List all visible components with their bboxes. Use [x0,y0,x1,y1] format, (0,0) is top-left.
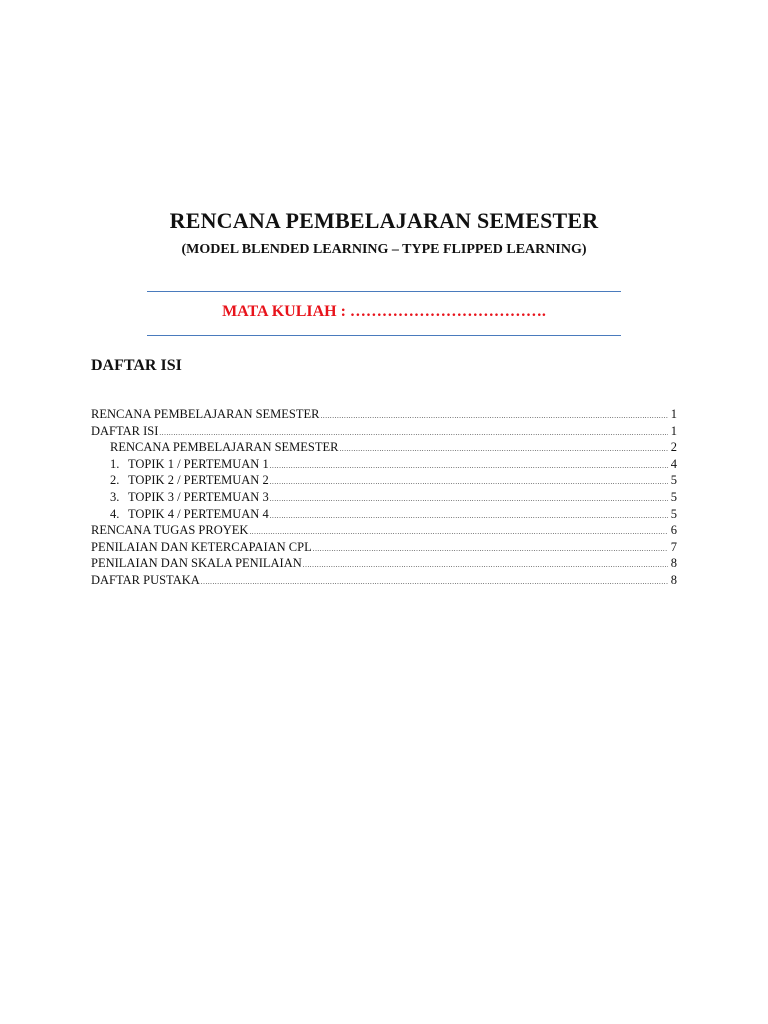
toc-entry-label: TOPIK 2 / PERTEMUAN 2 [128,473,269,488]
toc-entry-label: RENCANA PEMBELAJARAN SEMESTER [91,407,320,421]
toc-entry-label: PENILAIAN DAN SKALA PENILAIAN [91,556,302,571]
toc-entry[interactable] [91,423,677,440]
toc-entry[interactable] [91,489,677,506]
toc-entry-page-number: 5 [670,489,677,504]
toc-dot-leader [270,508,668,523]
toc-entry-number: 3. [110,489,120,504]
toc-entry[interactable] [91,555,677,572]
toc-dot-leader [321,408,668,423]
document-title: RENCANA PEMBELAJARAN SEMESTER [169,208,599,233]
toc-entry-page-number: 5 [670,473,677,488]
toc-entry-page-number: 8 [670,572,677,587]
toc-entry-page-number: 4 [670,456,677,471]
toc-entry-label: DAFTAR ISI [91,423,159,438]
toc-dot-leader [313,541,668,556]
course-name-line: MATA KULIAH : ………………………………. [222,303,546,320]
toc-entry-page-number: 2 [670,440,677,455]
toc-entry-number: 1. [110,456,120,471]
toc-entry-label: RENCANA PEMBELAJARAN SEMESTER [110,440,339,455]
toc-entry-page-number: 8 [670,556,677,571]
toc-entry-label: TOPIK 3 / PERTEMUAN 3 [128,489,269,504]
toc-entry-label: DAFTAR PUSTAKA [91,572,200,587]
toc-entry[interactable] [91,406,677,423]
toc-entry[interactable] [91,539,677,556]
toc-entry[interactable] [91,472,677,489]
toc-entry-page-number: 6 [670,523,677,538]
toc-entry[interactable] [91,439,677,456]
toc-dot-leader [270,458,668,473]
toc-entry[interactable] [91,572,677,589]
toc-heading: DAFTAR ISI [91,357,182,374]
toc-entry-label: TOPIK 1 / PERTEMUAN 1 [128,456,269,471]
top-divider [147,291,621,292]
toc-entry-page-number: 1 [670,407,677,421]
toc-dot-leader [270,474,668,489]
bottom-divider [147,335,621,336]
toc-entry-label: TOPIK 4 / PERTEMUAN 4 [128,506,269,521]
table-of-contents [91,406,677,589]
toc-dot-leader [249,524,667,539]
toc-entry-label: RENCANA TUGAS PROYEK [91,523,249,538]
toc-entry[interactable] [91,456,677,473]
toc-dot-leader [303,557,668,572]
toc-dot-leader [201,574,668,589]
toc-entry-page-number: 5 [670,506,677,521]
document-subtitle: (MODEL BLENDED LEARNING – TYPE FLIPPED LEARNING) [181,242,587,257]
toc-dot-leader [340,441,668,456]
toc-entry-number: 4. [110,506,120,521]
toc-entry-label: PENILAIAN DAN KETERCAPAIAN CPL [91,539,312,554]
toc-entry-page-number: 7 [670,539,677,554]
toc-dot-leader [159,425,667,440]
toc-entry[interactable] [91,522,677,539]
toc-dot-leader [270,491,668,506]
toc-entry-page-number: 1 [670,423,677,438]
toc-entry[interactable] [91,506,677,523]
toc-entry-number: 2. [110,473,120,488]
